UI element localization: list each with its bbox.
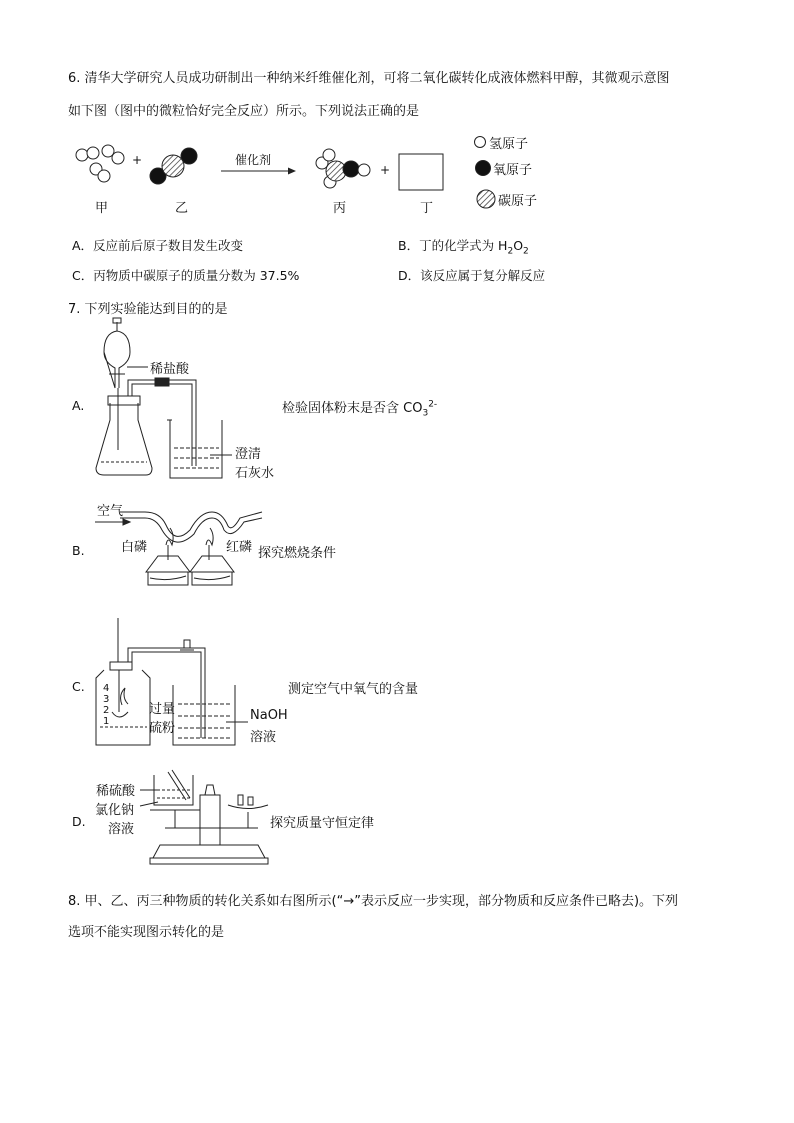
q7d-nacl-label-1: 氯化钠 xyxy=(95,803,135,818)
q7a-description: 检验固体粉末是否含 $CO_3^{2-}$ xyxy=(282,399,438,419)
q7-stem: 7. 下列实验能达到目的的是 xyxy=(68,302,228,317)
q7b-air-label: 空气 xyxy=(97,504,124,519)
q6-stem-line2: 如下图（图中的微粒恰好完全反应）所示。下列说法正确的是 xyxy=(68,104,420,119)
catalyst-label: 催化剂 xyxy=(235,153,272,167)
legend-hydrogen: 氢原子 xyxy=(489,137,529,152)
q7-option-a-letter[interactable]: A. xyxy=(72,398,85,413)
q7d-description: 探究质量守恒定律 xyxy=(270,816,375,831)
q7d-nacl-label-2: 溶液 xyxy=(108,822,135,837)
q7d-acid-label: 稀硫酸 xyxy=(96,784,136,799)
q7a-limewater-label-1: 澄清 xyxy=(235,447,262,462)
q7c-description: 测定空气中氧气的含量 xyxy=(288,682,419,697)
q7c-naoh-label-2: 溶液 xyxy=(250,730,277,745)
q7-option-b-letter[interactable]: B. xyxy=(72,543,85,558)
q7-option-c-letter[interactable]: C. xyxy=(72,679,85,694)
q6-option-a[interactable]: A．反应前后原子数目发生改变 xyxy=(72,238,244,253)
q7c-scale-marks: 4 3 2 1 xyxy=(103,683,110,727)
q6-option-c[interactable]: C．丙物质中碳原子的质量分数为 37.5% xyxy=(72,268,300,283)
label-jia: 甲 xyxy=(95,201,109,216)
q7b-description: 探究燃烧条件 xyxy=(258,546,337,561)
q7c-naoh-label-1: NaOH xyxy=(250,708,288,723)
q6-option-b[interactable]: B．丁的化学式为 $H_2O_2$ xyxy=(398,238,529,257)
legend-carbon: 碳原子 xyxy=(498,194,538,209)
q7-option-d-letter[interactable]: D. xyxy=(72,814,86,829)
label-bing: 丙 xyxy=(333,201,347,216)
plus-sign-2: + xyxy=(380,163,391,177)
plus-sign-1: + xyxy=(132,153,143,167)
legend-oxygen: 氧原子 xyxy=(493,163,533,178)
q7a-reagent-label: 稀盐酸 xyxy=(150,362,190,377)
label-ding: 丁 xyxy=(420,201,434,216)
q8-stem-line1: 8. 甲、乙、丙三种物质的转化关系如右图所示(“→”表示反应一步实现，部分物质和反应条件已略去)。下列 xyxy=(68,894,679,909)
q7c-sulfur-label-2: 硫粉 xyxy=(149,721,176,736)
q7b-red-phosphorus-label: 红磷 xyxy=(226,540,253,555)
q7c-sulfur-label-1: 过量 xyxy=(149,702,176,717)
q8-stem-line2: 选项不能实现图示转化的是 xyxy=(68,925,225,940)
label-yi: 乙 xyxy=(175,201,189,216)
q7a-limewater-label-2: 石灰水 xyxy=(235,466,275,481)
q6-stem-line1: 6. 清华大学研究人员成功研制出一种纳米纤维催化剂，可将二氧化碳转化成液体燃料甲醇，其微观示意图 xyxy=(68,71,670,86)
q7b-white-phosphorus-label: 白磷 xyxy=(121,540,148,555)
q6-option-d[interactable]: D．该反应属于复分解反应 xyxy=(398,268,546,283)
